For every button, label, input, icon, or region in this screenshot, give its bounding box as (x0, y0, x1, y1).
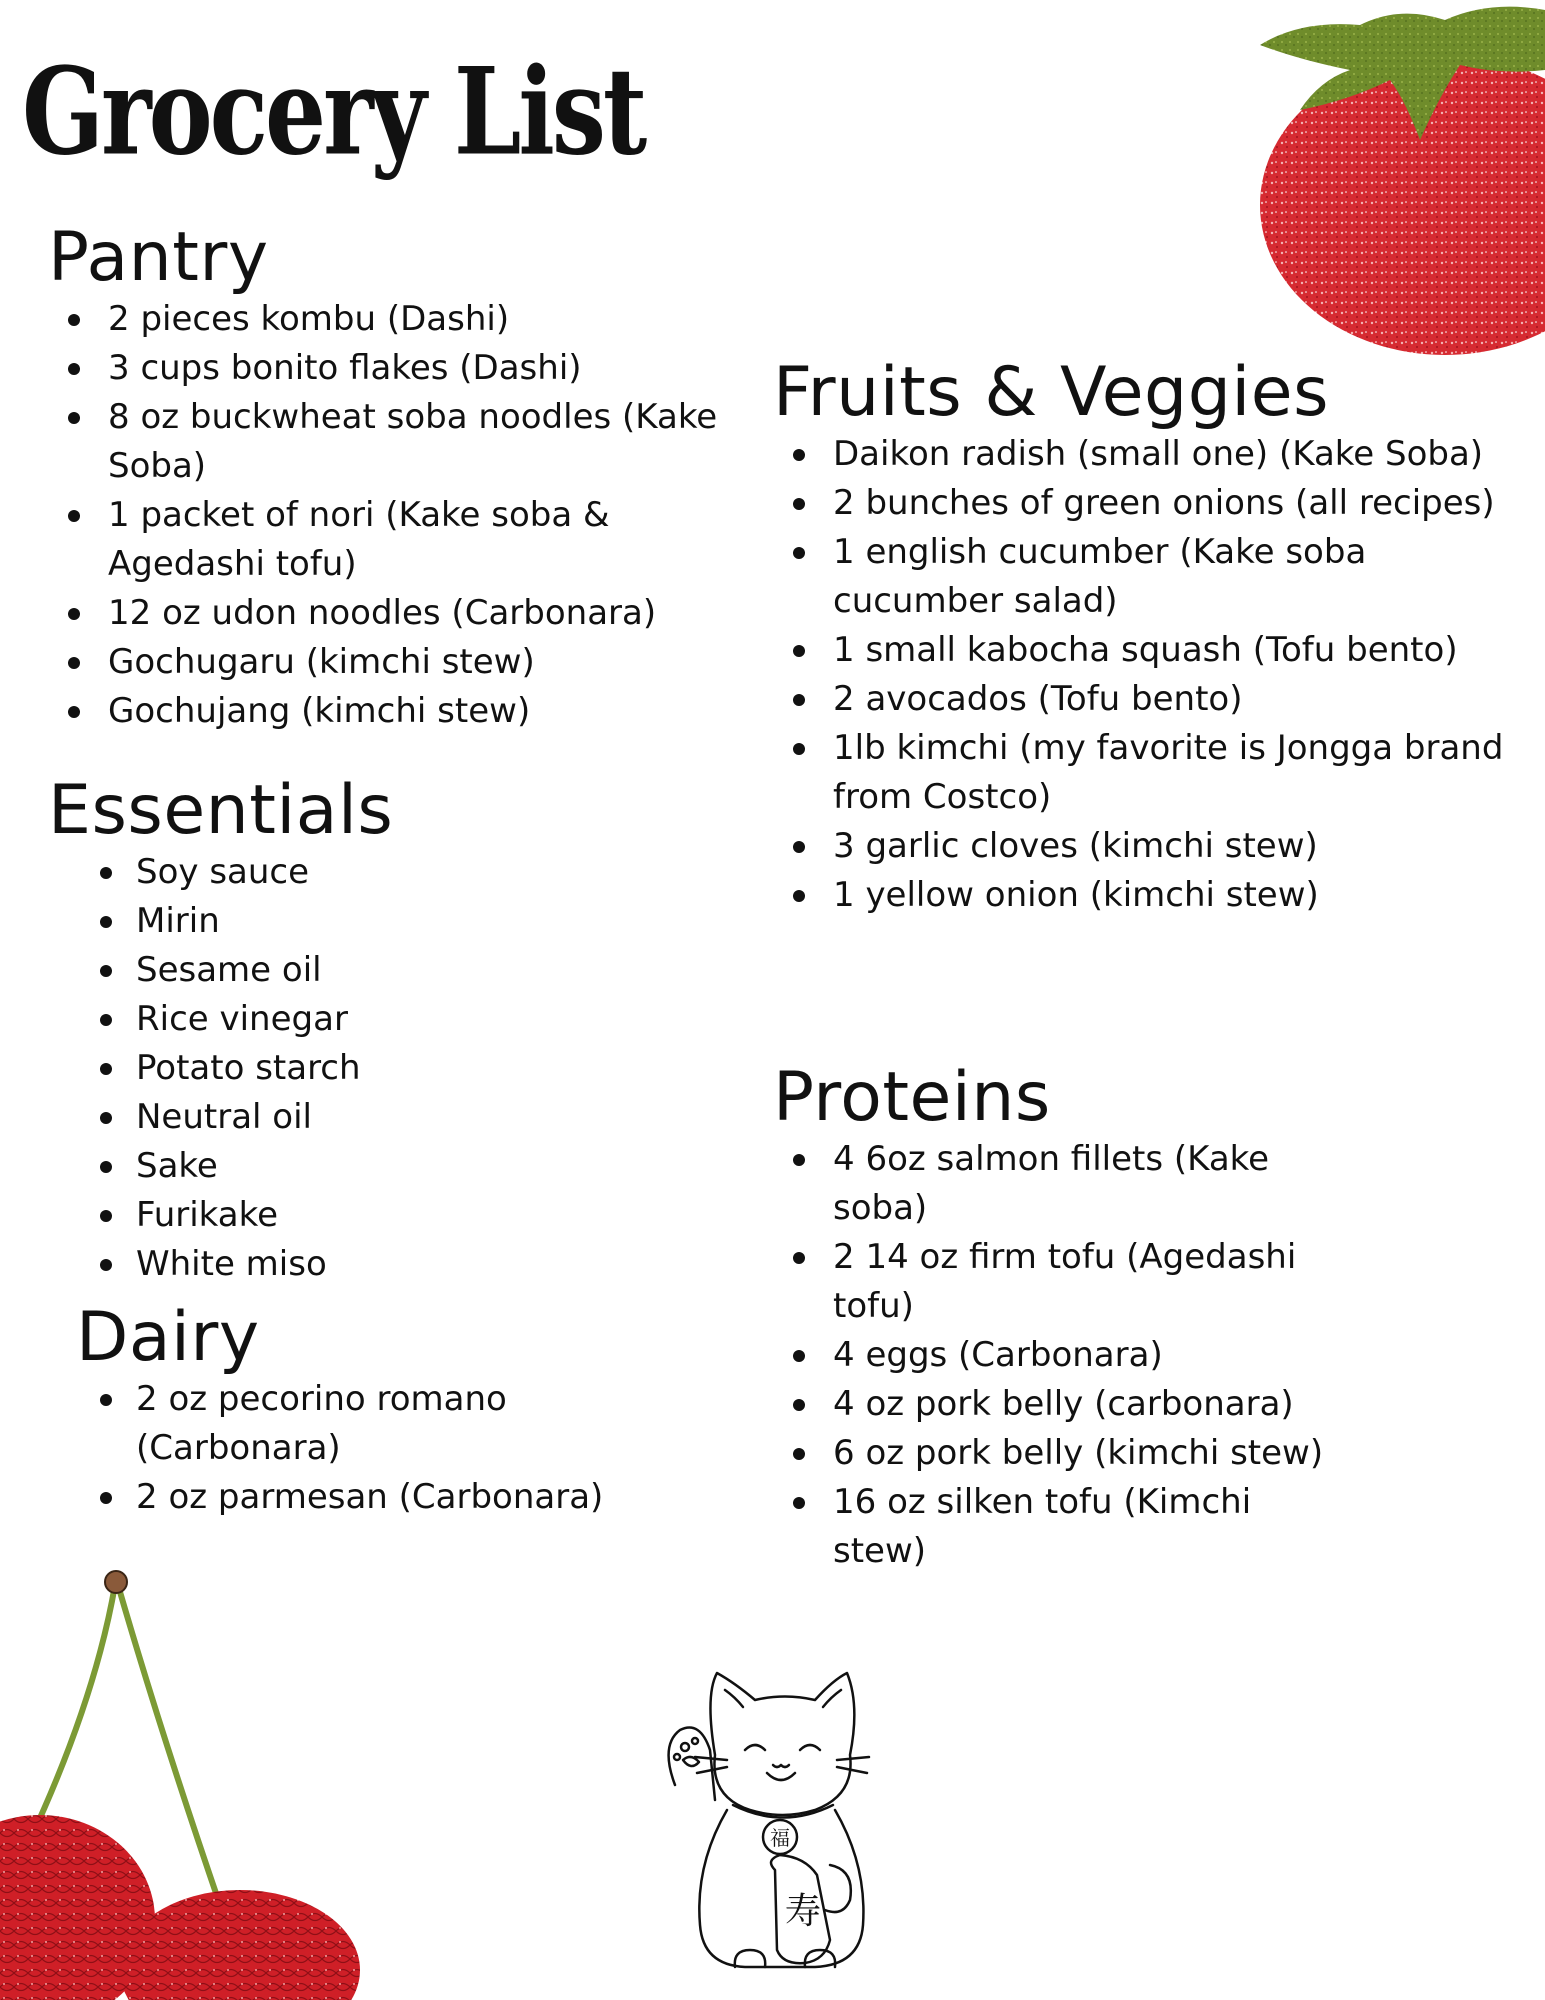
fruits-veggies-item: 3 garlic cloves (kimchi stew) (773, 822, 1513, 871)
lucky-cat-icon (655, 1665, 895, 1975)
section-pantry (48, 218, 748, 736)
fruits-veggies-item: 2 bunches of green onions (all recipes) (773, 479, 1513, 528)
essentials-item: White miso (48, 1240, 648, 1289)
fruits-veggies-item: 1 small kabocha squash (Tofu bento) (773, 626, 1513, 675)
cherry-stem-left (30, 1585, 115, 1840)
section-proteins (773, 1058, 1353, 1576)
section-heading-dairy: Dairy (76, 1298, 260, 1377)
section-heading-essentials: Essentials (48, 771, 394, 850)
pantry-item: 2 pieces kombu (Dashi) (48, 295, 748, 344)
pantry-item: Gochujang (kimchi stew) (48, 687, 748, 736)
fruits-veggies-list (773, 430, 1513, 920)
cat-holding-paw (825, 1865, 851, 1912)
proteins-item: 6 oz pork belly (kimchi stew) (773, 1429, 1353, 1478)
tomato-icon (1240, 0, 1545, 360)
essentials-item: Furikake (48, 1191, 648, 1240)
cherry-stem-right (118, 1585, 220, 1905)
essentials-item: Potato starch (48, 1044, 648, 1093)
fruits-veggies-item: 2 avocados (Tofu bento) (773, 675, 1513, 724)
dairy-list (48, 1375, 688, 1522)
proteins-list (773, 1135, 1353, 1576)
cat-coin-text: 福 (770, 1826, 790, 1850)
section-heading-pantry: Pantry (48, 218, 269, 297)
page-title: Grocery List (22, 40, 645, 182)
proteins-item: 4 6oz salmon fillets (Kake soba) (773, 1135, 1353, 1233)
essentials-item: Sake (48, 1142, 648, 1191)
fruits-veggies-item: Daikon radish (small one) (Kake Soba) (773, 430, 1513, 479)
fruits-veggies-item: 1 yellow onion (kimchi stew) (773, 871, 1513, 920)
proteins-item: 16 oz silken tofu (Kimchi stew) (773, 1478, 1353, 1576)
essentials-item: Soy sauce (48, 848, 648, 897)
fruits-veggies-item: 1 english cucumber (Kake soba cucumber salad) (773, 528, 1513, 626)
proteins-item: 4 oz pork belly (carbonara) (773, 1380, 1353, 1429)
proteins-item: 2 14 oz firm tofu (Agedashi tofu) (773, 1233, 1353, 1331)
cherry-right (120, 1890, 360, 2000)
pantry-item: 8 oz buckwheat soba noodles (Kake Soba) (48, 393, 748, 491)
section-heading-proteins: Proteins (773, 1058, 1051, 1137)
section-heading-fruits-veggies: Fruits & Veggies (773, 353, 1330, 432)
fruits-veggies-item: 1lb kimchi (my favorite is Jongga brand from Costco) (773, 724, 1513, 822)
dairy-item: 2 oz pecorino romano (Carbonara) (48, 1375, 688, 1473)
proteins-item: 4 eggs (Carbonara) (773, 1331, 1353, 1380)
cat-charm-text: 寿 (784, 1891, 822, 1932)
essentials-item: Sesame oil (48, 946, 648, 995)
cherries-icon (0, 1560, 360, 2000)
pantry-item: 12 oz udon noodles (Carbonara) (48, 589, 748, 638)
section-fruits-veggies (773, 353, 1513, 920)
section-dairy (48, 1298, 688, 1522)
pantry-list (48, 295, 748, 736)
pantry-item: 3 cups bonito flakes (Dashi) (48, 344, 748, 393)
pantry-item: 1 packet of nori (Kake soba & Agedashi tofu) (48, 491, 748, 589)
cherry-stem-knot (105, 1571, 127, 1593)
section-essentials (48, 771, 648, 1289)
essentials-item: Rice vinegar (48, 995, 648, 1044)
pantry-item: Gochugaru (kimchi stew) (48, 638, 748, 687)
essentials-item: Neutral oil (48, 1093, 648, 1142)
essentials-item: Mirin (48, 897, 648, 946)
dairy-item: 2 oz parmesan (Carbonara) (48, 1473, 688, 1522)
essentials-list (48, 848, 648, 1289)
